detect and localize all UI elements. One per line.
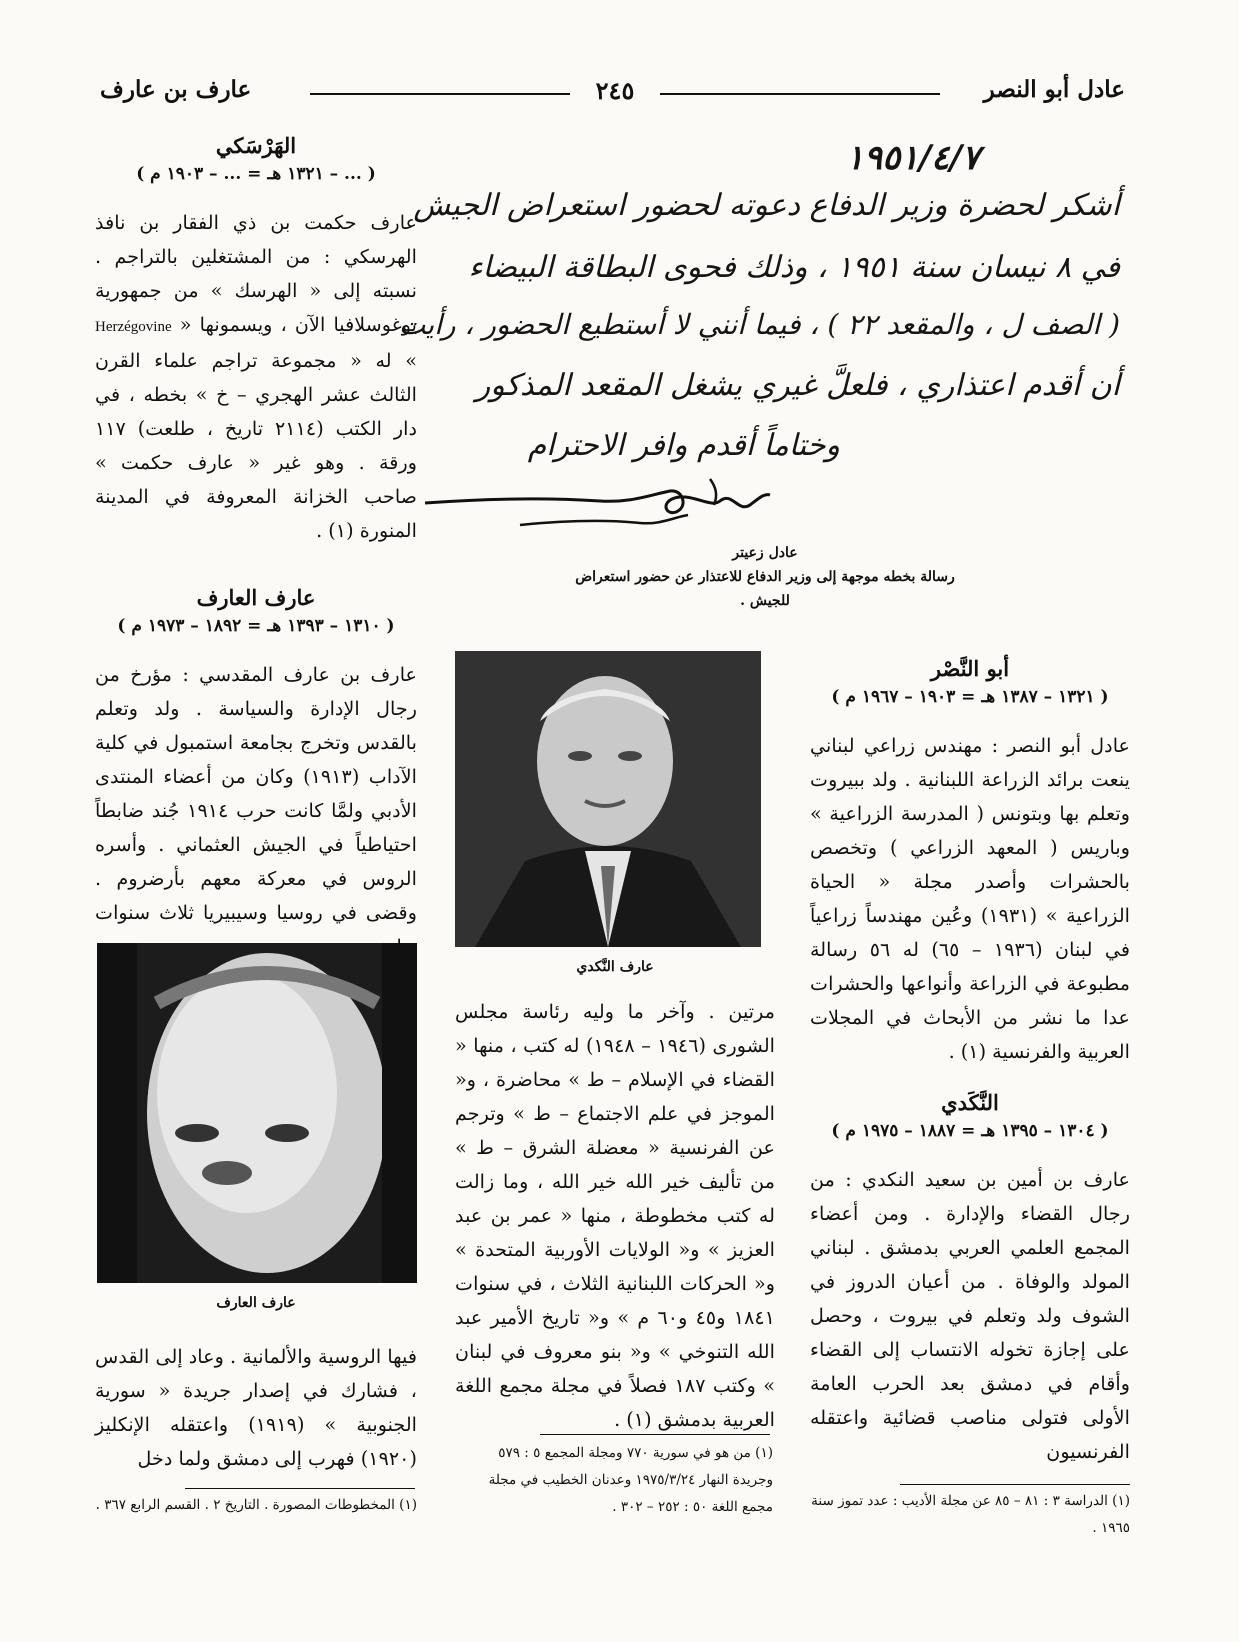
entry-body: عارف بن أمين بن سعيد النكدي : من رجال القضاء والإدارة . ومن أعضاء المجمع العلمي العربي بدمشق . لبناني المولد والوفاة . من أعيان الدروز في الشوف ولد وتعلم في بيروت ، وحصل على إجازة تخوله الانتساب إلى القضاء وأقام في دمشق بعد الحرب العامة الأولى فتولى مناصب قضائية واعتقله الفرنسيون <box>810 1168 1130 1463</box>
handwritten-letter <box>398 130 1130 550</box>
entry-body: عارف حكمت بن ذي الفقار بن نافذ الهرسكي : من المشتغلين بالتراجم . نسبته إلى « الهرسك » من جمهورية يوغوسلافيا الآن ، ويسمونها « Herzégovine » له « مجموعة تراجم علماء القرن الثالث عشر الهجري – خ » بخطه ، في دار الكتب (٢١١٤ تاريخ ، طلعت) ١١٧ ورقة . وهو غير « عارف حكمت » صاحب الخزانة المعروفة في المدينة المنورة (١) . <box>95 211 417 542</box>
header-rule-left <box>310 93 570 95</box>
photo-caption-nakadi: عارف النَّكدي <box>576 959 654 975</box>
header-rule-right <box>660 93 940 95</box>
handwritten-signature <box>420 465 780 540</box>
entry-dates: ( ... – ١٣٢١ هـ = ... – ١٩٠٣ م ) <box>136 164 376 184</box>
portrait-photo-aref <box>97 943 417 1283</box>
footnote-rule-left <box>185 1488 415 1489</box>
header-right-name: عادل أبو النصر <box>983 76 1125 103</box>
entry-dates: ( ١٣٢١ – ١٣٨٧ هـ = ١٩٠٣ – ١٩٦٧ م ) <box>831 687 1109 707</box>
letter-line-1: أشكر لحضرة وزير الدفاع دعوته لحضور استعراض الجيش <box>413 188 1120 223</box>
photo-block-nakadi <box>455 651 775 975</box>
photo-caption-aref: عارف العارف <box>216 1295 296 1311</box>
footnote-rule-middle <box>540 1434 770 1435</box>
entry-title: أبو النَّصْر <box>930 656 1010 681</box>
letter-caption-name: عادل زعيتر <box>732 545 798 561</box>
header-left-name: عارف بن عارف <box>100 76 252 103</box>
footnote-rule-right <box>900 1484 1130 1485</box>
page-number: ٢٤٥ <box>570 76 660 105</box>
portrait-photo-nakadi <box>455 651 761 947</box>
entry-body-part-1: عارف بن عارف المقدسي : مؤرخ من رجال الإدارة والسياسة . ولد وتعلم بالقدس وتخرج بجامعة استمبول في كلية الآداب (١٩١٣) وكان من أعضاء المنتدى الأدبي ولمَّا كانت حرب ١٩١٤ جُند ضابطاً احتياطياً في الجيش العثماني . وأسره الروس في معركة معهم بأرضروم . وقضى في روسيا وسيبيريا ثلاث سنوات <box>95 663 417 924</box>
letter-date: ١٩٥١/٤/٧ <box>845 138 980 178</box>
letter-line-5: وختاماً أقدم وافر الاحترام <box>527 428 840 463</box>
entry-title: الهَرْسَكي <box>215 133 297 158</box>
entry-title: النَّكَدي <box>941 1090 999 1115</box>
entry-body-part-2: فيها الروسية والألمانية . وعاد إلى القدس ، فشارك في إصدار جريدة « سورية الجنوبية » (١٩١٩) واعتقله الإنكليز (١٩٢٠) فهرب إلى دمشق ولما دخل <box>95 1345 417 1470</box>
entry-aref-continued <box>95 1340 417 1476</box>
footnote-right: (١) الدراسة ٣ : ٨١ – ٨٥ عن مجلة الأديب : عدد تموز سنة ١٩٦٥ . <box>811 1493 1130 1536</box>
latin-term: Herzégovine <box>95 319 172 335</box>
entry-nakadi-continued <box>455 995 775 1437</box>
entry-harsaki <box>95 133 417 548</box>
entry-nakadi <box>810 1090 1130 1469</box>
letter-line-4: أن أقدم اعتذاري ، فلعلَّ غيري يشغل المقعد المذكور <box>475 368 1120 403</box>
footnote-left: (١) المخطوطات المصورة . التاريخ ٢ . القسم الرابع ٣٦٧ . <box>95 1497 417 1513</box>
entry-body: عادل أبو النصر : مهندس زراعي لبناني ينعت برائد الزراعة اللبنانية . ولد ببيروت وتعلم بها وبتونس ( المدرسة الزراعية » وباريس ( المعهد الزراعي ) وتخصص بالحشرات وأصدر مجلة « الحياة الزراعية » (١٩٣١) وعُين مهندساً زراعياً في لبنان (١٩٣٦ – ٦٥) له ٥٦ رسالة مطبوعة في الزراعة وأنواعها والحشرات عدا ما نشر من الأبحاث في المجلات العربية والفرنسية (١) . <box>810 734 1131 1063</box>
entry-aref-alaref <box>95 585 417 964</box>
entry-dates: ( ١٣١٠ – ١٣٩٣ هـ = ١٨٩٢ – ١٩٧٣ م ) <box>117 616 395 636</box>
running-header <box>100 76 1125 116</box>
entry-body-continued: مرتين . وآخر ما وليه رئاسة مجلس الشورى (١٩٤٦ – ١٩٤٨) له كتب ، منها « القضاء في الإسلام – ط » محاضرة ، و« الموجز في علم الاجتماع – ط » وترجم عن الفرنسية « معضلة الشرق – ط » من تأليف خير الله خير الله ، وما زالت له كتب مخطوطة ، منها « عمر بن عبد العزيز » و« الولايات الأوربية المتحدة » و« الحركات اللبنانية الثلاث ، في سنوات ١٨٤١ و٤٥ و٦٠ م » و« تاريخ الأمير عبد الله التنوخي » و« بنو معروف في لبنان » وكتب ١٨٧ فصلاً في مجلة مجمع اللغة العربية بدمشق (١) . <box>455 1000 775 1431</box>
photo-block-aref <box>95 943 417 1311</box>
letter-line-3: ( الصف ل ، والمقعد ٢٢ ) ، فيما أنني لا أستطيع الحضور ، رأيت <box>398 308 1120 341</box>
entry-abunasr <box>810 656 1130 1069</box>
footnote-middle: (١) من هو في سورية ٧٧٠ ومجلة المجمع ٥ : ٥٧٩ وجريدة النهار ١٩٧٥/٣/٢٤ وعدنان الخطيب في مجلة مجمع اللغة ٥٠ : ٢٥٢ – ٣٠٢ . <box>488 1445 773 1515</box>
entry-title: عارف العارف <box>196 585 316 610</box>
entry-dates: ( ١٣٠٤ – ١٣٩٥ هـ = ١٨٨٧ – ١٩٧٥ م ) <box>831 1121 1109 1141</box>
letter-line-2: في ٨ نيسان سنة ١٩٥١ ، وذلك فحوى البطاقة البيضاء <box>468 250 1120 285</box>
letter-caption-text: رسالة بخطه موجهة إلى وزير الدفاع للاعتذار عن حضور استعراض للجيش . <box>575 569 955 609</box>
letter-caption <box>560 541 970 613</box>
